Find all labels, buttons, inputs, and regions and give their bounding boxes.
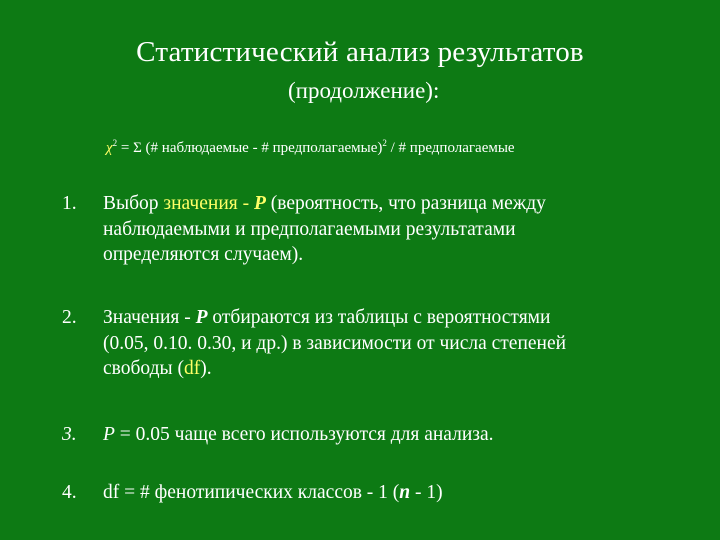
slide-title: Статистический анализ результатов (136, 36, 584, 68)
list-item-number: 2. (62, 307, 77, 328)
text-segment: = 0.05 чаще всего используются для анализа. (114, 424, 494, 445)
list-item-line (103, 356, 682, 382)
p-symbol: P (103, 424, 115, 445)
list-item-text (103, 422, 682, 448)
formula-exponent-2: 2 (382, 138, 387, 148)
list-item-line: (0.05, 0.10. 0.30, и др.) в зависимости от числа степеней (103, 332, 567, 354)
text-segment: Значения - (103, 307, 196, 328)
list-item-3 (62, 422, 682, 448)
list-item-text (103, 305, 682, 382)
text-segment: ). (200, 358, 212, 379)
chi-square-formula (106, 138, 515, 158)
list-item-1 (62, 191, 682, 268)
slide-subtitle: (продолжение): (288, 78, 440, 103)
p-symbol: P (195, 307, 208, 328)
list-item-line: наблюдаемыми и предполагаемыми результатами (103, 218, 516, 240)
chi-symbol: χ (106, 140, 113, 156)
text-segment: df = # фенотипических классов - 1 ( (103, 482, 400, 503)
formula-exponent-1: 2 (112, 138, 118, 148)
highlight-text: значения - (163, 193, 254, 214)
formula-part-2: / # предполагаемые (386, 140, 515, 156)
text-segment: (вероятность, что разница между (265, 193, 546, 214)
text-segment: отбираются из таблицы с вероятностями (207, 307, 551, 328)
list-item-line (103, 191, 682, 217)
list-item-line (103, 422, 682, 448)
list-item-line (103, 480, 682, 506)
list-item-text (103, 191, 682, 268)
p-symbol: P (253, 193, 266, 214)
list-item-line: определяются случаем). (103, 244, 304, 265)
formula-part-1: = Σ (# наблюдаемые - # предполагаемые) (117, 140, 383, 156)
list-item-number: 4. (62, 482, 77, 503)
list-item-number: 1. (62, 193, 77, 214)
text-segment: Выбор (103, 193, 164, 214)
text-segment: - 1) (410, 482, 443, 503)
n-symbol: n (399, 482, 411, 503)
highlight-text: df (183, 358, 201, 379)
list-item-number: 3. (62, 424, 77, 445)
list-item-2 (62, 305, 682, 382)
text-segment: свободы ( (103, 358, 184, 379)
list-item-text (103, 480, 682, 506)
list-item-4 (62, 480, 682, 506)
list-item-line (103, 305, 682, 331)
